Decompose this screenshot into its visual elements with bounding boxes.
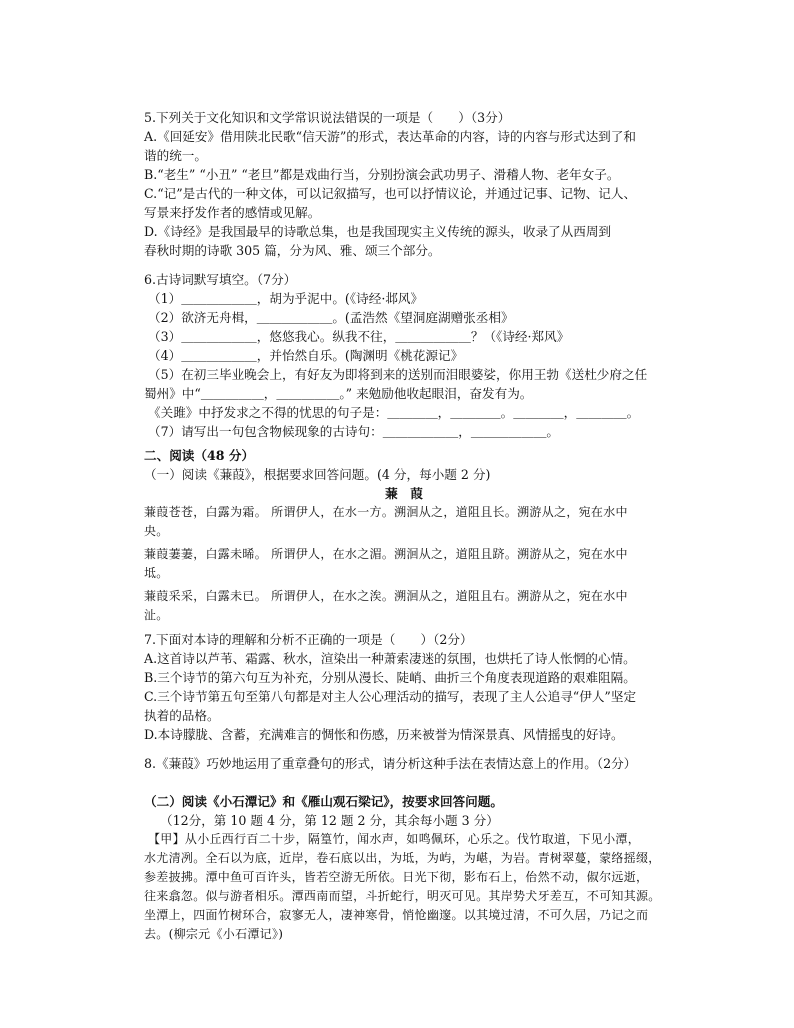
q7-stem: 7.下面对本诗的理解和分析不正确的一项是（ ）（2分） [144,632,473,647]
q5-option-d-line2: 春秋时期的诗歌 305 篇，分为风、雅、颂三个部分。 [144,243,441,258]
poem-stanza3-line1: 蒹葭采采，白露未已。 所谓伊人，在水之涘。溯洄从之，道阻且右。溯游从之，宛在水中 [144,589,628,603]
q6-item-6: 《关雎》中抒发求之不得的忧思的句子是：＿＿＿＿，＿＿＿＿。＿＿＿＿，＿＿＿＿。 [148,405,640,420]
q6-item-3: （3）＿＿＿＿＿＿，悠悠我心。纵我不往，＿＿＿＿＿＿？（《诗经·郑风》 [148,329,570,344]
passage-jia-line1: 【甲】从小丘西行百二十步，隔篁竹，闻水声，如鸣佩环，心乐之。伐竹取道，下见小潭， [148,832,641,846]
q7-option-a: A.这首诗以芦苇、霜露、秋水，渲染出一种萧索凄迷的氛围，也烘托了诗人怅惘的心情。 [144,651,636,666]
q7-option-c-line2: 执着的品格。 [144,708,220,723]
q5-stem: 5.下列关于文化知识和文学常识说法错误的一项是（ ）（3分） [144,110,511,125]
q6-item-1: （1）＿＿＿＿＿＿，胡为乎泥中。(《诗经·邶风》 [148,291,424,306]
q7-option-c-line1: C.三个诗节第五句至第八句都是对主人公心理活动的描写，表现了主人公追寻“伊人”坚定 [144,689,637,704]
q7-option-b: B.三个诗节的第六句互为补充，分别从漫长、陡峭、曲折三个角度表现道路的艰难阻隔。 [144,670,636,685]
q5-option-c-line2: 写景来抒发作者的感情或见解。 [144,205,321,220]
q5-option-d-line1: D.《诗经》是我国最早的诗歌总集，也是我国现实主义传统的源头，收录了从西周到 [144,224,612,239]
q5-option-a-line2: 谐的统一。 [144,148,207,163]
section2-sub1: （一）阅读《蒹葭》，根据要求回答问题。(4 分，每小题 2 分) [144,467,491,482]
poem-stanza1-line1: 蒹葭苍苍，白露为霜。 所谓伊人，在水一方。溯洄从之，道阻且长。溯游从之，宛在水中 [144,505,628,519]
sub2-score: （12分，第 10 题 4 分，第 12 题 2 分，其余每小题 3 分） [160,813,499,828]
poem-stanza1-line2: 央。 [144,524,169,538]
poem-stanza2-line1: 蒹葭萋萋，白露未晞。 所谓伊人，在水之湄。溯洄从之，道阻且跻。溯游从之，宛在水中 [144,547,628,561]
q6-stem: 6.古诗词默写填空。（7分） [144,272,297,287]
section2-heading: 二、阅读（48 分） [144,448,255,463]
q6-item-7: （7）请写出一句包含物候现象的古诗句：＿＿＿＿＿＿，＿＿＿＿＿＿。 [148,424,560,439]
q7-option-d: D.本诗朦胧、含蓄，充满难言的惆怅和伤感，历来被誉为情深景真、风情摇曳的好诗。 [144,727,624,742]
passage-jia-line2: 水尤清冽。全石以为底，近岸，卷石底以出，为坻，为屿，为嵁，为岩。青树翠蔓，蒙络摇缀， [144,851,661,865]
passage-jia-line3: 参差披拂。潭中鱼可百许头，皆若空游无所依。日光下彻，影布石上，佁然不动，俶尔远逝， [144,870,649,884]
q6-item-4: （4）＿＿＿＿＿＿，并怡然自乐。(陶渊明《桃花源记》 [148,348,464,363]
q6-item-5-line2: 蜀州》中“＿＿＿＿＿，＿＿＿＿＿。” 来勉励他收起眼泪，奋发有为。 [144,386,533,401]
q5-option-c-line1: C.“记”是古代的一种文体，可以记叙描写，也可以抒情议论，并通过记事、记物、记人、 [144,186,637,201]
q5-option-b: B.“老生” “小丑” “老旦”都是戏曲行当，分别扮演会武功男子、滑稽人物、老年女子。 [144,167,620,182]
sub2-heading: （二）阅读《小石潭记》和《雁山观石梁记》，按要求回答问题。 [144,794,503,809]
poem-stanza3-line2: 沚。 [144,608,169,622]
passage-jia-line6: 去。(柳宗元《小石潭记》) [144,927,284,941]
q6-item-5-line1: （5）在初三毕业晚会上，有好友为即将到来的送别而泪眼婆娑，你用王勃《送杜少府之任 [148,367,648,382]
q5-option-a-line1: A.《回延安》借用陕北民歌“信天游”的形式，表达革命的内容，诗的内容与形式达到了和 [144,129,636,144]
passage-jia-line5: 坐潭上，四面竹树环合，寂寥无人，凄神寒骨，悄怆幽邃。以其境过清，不可久居，乃记之而 [144,908,649,922]
poem-stanza2-line2: 坻。 [144,566,169,580]
poem-title: 蒹 葭 [385,486,423,501]
q8-stem: 8.《蒹葭》巧妙地运用了重章叠句的形式，请分析这种手法在表情达意上的作用。（2分） [144,756,637,771]
passage-jia-line4: 往来翕忽。似与游者相乐。潭西南而望，斗折蛇行，明灭可见。其岸势犬牙差互，不可知其源。 [144,889,661,903]
q6-item-2: （2）欲济无舟楫，＿＿＿＿＿＿。(孟浩然《望洞庭湖赠张丞相》 [148,310,514,325]
